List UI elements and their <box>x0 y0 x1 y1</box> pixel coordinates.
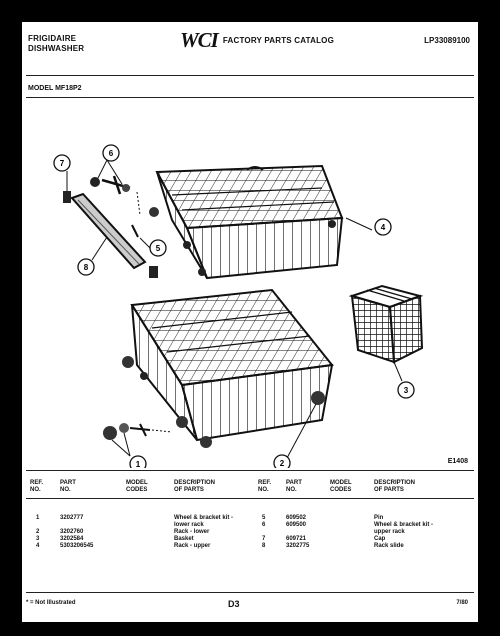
ref-no: 3 <box>36 536 40 542</box>
svg-text:1: 1 <box>135 460 141 468</box>
callout-7 <box>54 155 70 171</box>
model-rule <box>26 97 474 98</box>
part-no: 609721 <box>286 536 307 542</box>
cap-part <box>63 191 71 203</box>
header-model-right: MODEL CODES <box>330 480 352 493</box>
ref-no: 7 <box>262 536 266 542</box>
header-part-left: PART NO. <box>60 480 76 493</box>
part-no: 5303206545 <box>60 543 94 549</box>
table-top-rule <box>26 470 474 471</box>
callout-6 <box>103 145 119 161</box>
part-no: 3202777 <box>60 515 84 521</box>
brand-block <box>28 34 84 54</box>
diagram-code: E1408 <box>447 458 468 465</box>
description: Basket <box>174 536 194 542</box>
header-desc-right: DESCRIPTION OF PARTS <box>374 480 416 493</box>
revision-date: 7/80 <box>456 600 468 606</box>
brand-name: FRIGIDAIRE <box>28 34 77 43</box>
description: Wheel & bracket kit - lower rack <box>174 515 234 528</box>
svg-text:8: 8 <box>83 263 89 272</box>
part-no: 609502 <box>286 515 307 521</box>
ref-no: 2 <box>36 529 40 535</box>
exploded-parts-diagram <box>22 100 478 468</box>
callout-3 <box>398 382 414 398</box>
part-no: 3202760 <box>60 529 84 535</box>
header-desc-left: DESCRIPTION OF PARTS <box>174 480 216 493</box>
description: Rack - upper <box>174 543 211 549</box>
svg-text:3: 3 <box>403 386 409 395</box>
upper-rack <box>149 166 342 278</box>
ref-no: 5 <box>262 515 266 521</box>
product-name: DISHWASHER <box>28 44 85 53</box>
catalog-number: LP33089100 <box>424 36 470 45</box>
ref-no: 4 <box>36 543 40 549</box>
description: Cap <box>374 536 386 542</box>
svg-text:5: 5 <box>155 244 161 253</box>
ref-no: 8 <box>262 543 266 549</box>
part-no: 609500 <box>286 522 307 528</box>
logo-mark: WCI <box>180 28 218 52</box>
footer-rule <box>26 592 474 593</box>
callout-8 <box>78 259 94 275</box>
callout-4 <box>375 219 391 235</box>
callout-1 <box>130 456 146 468</box>
silverware-basket <box>352 286 422 362</box>
header-model-left: MODEL CODES <box>126 480 148 493</box>
part-no: 3202775 <box>286 543 310 549</box>
ref-no: 1 <box>36 515 40 521</box>
svg-text:6: 6 <box>108 149 114 158</box>
description: Pin <box>374 515 384 521</box>
header-rule <box>26 75 474 76</box>
svg-text:4: 4 <box>380 223 386 232</box>
svg-text:2: 2 <box>279 459 285 468</box>
wci-logo <box>180 30 334 50</box>
ref-no: 6 <box>262 522 266 528</box>
catalog-title: FACTORY PARTS CATALOG <box>222 35 335 45</box>
not-illustrated-note: * = Not Illustrated <box>26 600 76 606</box>
lower-wheel-bracket-kit <box>103 423 172 440</box>
description: Rack - lower <box>174 529 210 535</box>
description: Wheel & bracket kit - upper rack <box>374 522 434 535</box>
callout-2 <box>274 455 290 468</box>
description: Rack slide <box>374 543 404 549</box>
header-ref-right: REF. NO. <box>258 480 272 493</box>
table-header-rule <box>26 498 474 499</box>
model-line: MODEL MF18P2 <box>28 85 82 92</box>
svg-text:7: 7 <box>59 159 65 168</box>
callout-5 <box>150 240 166 256</box>
header-part-right: PART NO. <box>286 480 302 493</box>
page-number: D3 <box>228 599 240 609</box>
parts-catalog-page <box>22 22 478 622</box>
lower-rack <box>122 290 332 448</box>
header-ref-left: REF. NO. <box>30 480 44 493</box>
part-no: 3202584 <box>60 536 84 542</box>
